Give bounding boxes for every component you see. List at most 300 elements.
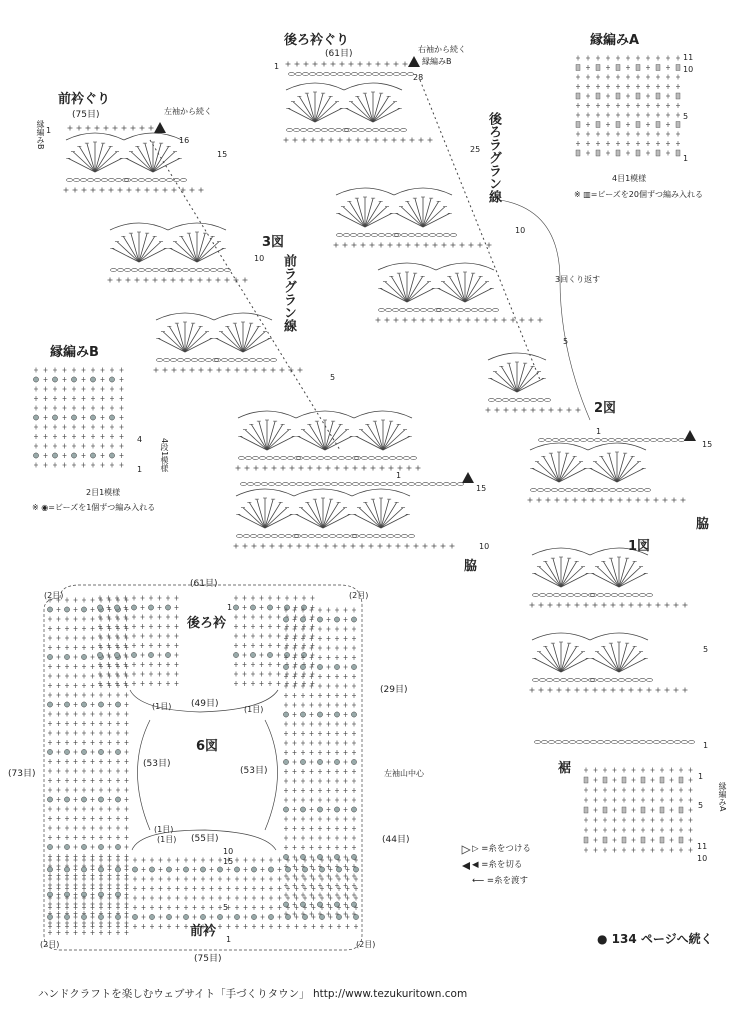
collar-stitch <box>283 807 288 812</box>
fig1-label: 1図 <box>628 539 651 554</box>
chain-stitch <box>116 178 122 181</box>
row-number: 10 <box>515 226 526 235</box>
cut-yarn-marker <box>462 472 474 483</box>
chain-stitch <box>374 534 380 537</box>
fan-stitch <box>553 558 561 587</box>
collar-stitch <box>250 652 255 657</box>
row-number: 1 <box>703 741 709 750</box>
fan-stitch <box>323 499 331 528</box>
fig6-corner: (2目) <box>349 591 369 600</box>
chain-stitch <box>679 438 685 441</box>
chain-stitch <box>239 456 245 459</box>
edging-b-stitch <box>90 377 95 382</box>
chain-stitch <box>619 593 625 596</box>
chain-stitch <box>538 488 544 491</box>
legend-attach-yarn: ▷ =糸をつける <box>472 844 531 854</box>
collar-stitch <box>200 914 205 919</box>
chain-stitch <box>409 534 415 537</box>
chain-stitch <box>630 438 636 441</box>
chain-stitch <box>332 456 338 459</box>
collar-stitch <box>300 759 305 764</box>
collar-stitch <box>336 867 341 872</box>
collar-stitch <box>64 867 69 872</box>
collar-stitch <box>114 652 119 657</box>
collar-stitch <box>132 867 137 872</box>
chain-stitch <box>102 178 108 181</box>
chain-stitch <box>160 178 166 181</box>
collar-stitch <box>284 652 289 657</box>
chain-stitch <box>540 678 546 681</box>
collar-stitch <box>300 807 305 812</box>
chain-stitch <box>510 398 516 401</box>
chain-stitch <box>672 438 678 441</box>
chain-stitch <box>407 308 413 311</box>
chain-stitch <box>139 178 145 181</box>
collar-stitch <box>183 867 188 872</box>
hem-stitch <box>603 807 607 813</box>
collar-stitch <box>334 617 339 622</box>
chain-stitch <box>346 456 352 459</box>
row-number: 15 <box>217 150 228 159</box>
chain-arch <box>532 633 590 640</box>
fig3-label: 3図 <box>262 235 285 250</box>
collar-stitch <box>47 914 52 919</box>
collar-stitch <box>351 664 356 669</box>
fan-stitch <box>307 93 315 122</box>
hem-stitch <box>603 837 607 843</box>
edging-b-stitch <box>90 415 95 420</box>
edging-b-stitch <box>109 377 114 382</box>
chain-arch <box>378 263 436 270</box>
collar-stitch <box>64 914 69 919</box>
fig6-corner: (2目) <box>356 940 376 949</box>
chain-arch <box>532 548 590 555</box>
edging-a-repeat: 4目1模様 <box>612 174 647 183</box>
chain-stitch <box>287 128 293 131</box>
legend-cut-yarn: ◀ =糸を切る <box>472 860 523 870</box>
edging-b-stitch <box>33 453 38 458</box>
collar-stitch <box>115 702 120 707</box>
chain-stitch <box>546 438 552 441</box>
chain-stitch <box>689 740 695 743</box>
chain-stitch <box>561 678 567 681</box>
fan-stitch <box>87 143 95 172</box>
chain-stitch <box>651 438 657 441</box>
chain-stitch <box>533 678 539 681</box>
chain-stitch <box>311 482 317 485</box>
chain-stitch <box>444 233 450 236</box>
chain-stitch <box>218 268 224 271</box>
chain-stitch <box>153 268 159 271</box>
chain-stitch <box>346 482 352 485</box>
side-seam-label-2: 脇 <box>696 517 710 532</box>
chain-stitch <box>633 678 639 681</box>
collar-stitch <box>283 617 288 622</box>
chain-stitch <box>304 482 310 485</box>
chain-stitch <box>374 482 380 485</box>
fan-stitch <box>609 453 617 482</box>
chain-stitch <box>581 438 587 441</box>
collar-stitch <box>47 867 52 872</box>
chain-stitch <box>401 128 407 131</box>
chain-stitch <box>617 488 623 491</box>
chain-stitch <box>430 482 436 485</box>
cut-yarn-marker <box>684 430 696 441</box>
row-number: 15 <box>702 440 713 449</box>
collar-stitch <box>317 617 322 622</box>
edging-b-row: 1 <box>137 465 143 474</box>
hem-stitch <box>641 807 645 813</box>
chain-stitch <box>250 358 256 361</box>
edging-a-stitch <box>676 65 680 71</box>
chain-stitch <box>559 488 565 491</box>
edging-a-stitch <box>596 65 600 71</box>
edging-a-stitch <box>636 65 640 71</box>
edging-a-stitch <box>656 122 660 128</box>
chain-stitch <box>74 178 80 181</box>
chain-stitch <box>236 358 242 361</box>
fan-stitch <box>265 499 273 528</box>
fan-stitch <box>145 143 153 172</box>
chain-stitch <box>595 438 601 441</box>
edging-a-note: ※ ▥=ビーズを20個ずつ編み入れる <box>574 190 703 199</box>
collar-stitch <box>334 759 339 764</box>
chain-stitch <box>222 358 228 361</box>
edging-a-stitch <box>636 93 640 99</box>
collar-stitch <box>319 867 324 872</box>
chain-stitch <box>181 178 187 181</box>
hem-stitch <box>584 837 588 843</box>
chain-stitch <box>272 534 278 537</box>
edging-b-title: 縁編みB <box>50 345 99 360</box>
chain-arch <box>294 489 352 496</box>
collar-stitch <box>131 652 136 657</box>
collar-stitch <box>351 617 356 622</box>
fan-stitch <box>365 198 373 227</box>
row-number: 15 <box>476 484 487 493</box>
chain-stitch <box>67 178 73 181</box>
chain-stitch <box>211 268 217 271</box>
fan-stitch <box>457 273 465 302</box>
fig6-one: (1目) <box>154 825 174 834</box>
collar-stitch <box>317 664 322 669</box>
chain-stitch <box>540 593 546 596</box>
chain-stitch <box>380 128 386 131</box>
chain-arch <box>436 263 494 270</box>
chain-stitch <box>109 178 115 181</box>
collar-stitch <box>334 712 339 717</box>
fan-stitch <box>315 93 323 122</box>
fig6-row: 5 <box>223 903 229 912</box>
chain-arch <box>110 223 168 230</box>
chain-stitch <box>539 438 545 441</box>
hem-stitch <box>660 807 664 813</box>
chain-stitch <box>157 358 163 361</box>
chain-arch <box>488 353 546 360</box>
collar-stitch <box>81 607 86 612</box>
chain-stitch <box>598 678 604 681</box>
chain-stitch <box>95 178 101 181</box>
chain-stitch <box>294 128 300 131</box>
chain-arch <box>168 223 226 230</box>
chain-stitch <box>658 438 664 441</box>
chain-stitch <box>503 398 509 401</box>
fan-stitch <box>559 453 567 482</box>
fan-stitch <box>185 323 193 352</box>
chain-stitch <box>626 740 632 743</box>
collar-stitch <box>64 797 69 802</box>
chain-stitch <box>661 740 667 743</box>
row-number: 25 <box>470 145 481 154</box>
collar-stitch <box>64 844 69 849</box>
fan-stitch <box>177 323 185 352</box>
fig6-one: (1目) <box>152 702 172 711</box>
chain-stitch <box>304 456 310 459</box>
collar-stitch <box>47 749 52 754</box>
collar-stitch <box>148 605 153 610</box>
edging-a-stitch <box>576 93 580 99</box>
legend-carry-yarn: ⟵ =糸を渡す <box>472 876 529 886</box>
chain-stitch <box>549 740 555 743</box>
collar-stitch <box>98 914 103 919</box>
chain-arch <box>354 411 412 418</box>
chain-stitch <box>153 178 159 181</box>
chain-stitch <box>118 268 124 271</box>
fan-stitch <box>139 233 147 262</box>
fan-stitch <box>153 143 161 172</box>
collar-stitch <box>81 654 86 659</box>
chain-stitch <box>132 268 138 271</box>
chain-stitch <box>388 534 394 537</box>
chain-stitch <box>367 482 373 485</box>
chain-stitch <box>626 593 632 596</box>
collar-stitch <box>250 605 255 610</box>
fan-stitch <box>381 499 389 528</box>
chain-stitch <box>345 72 351 75</box>
chain-stitch <box>366 72 372 75</box>
edging-a-row: 11 <box>683 53 694 62</box>
fan-stitch <box>517 363 525 392</box>
chain-stitch <box>619 740 625 743</box>
chain-stitch <box>337 233 343 236</box>
chain-stitch <box>171 358 177 361</box>
chain-stitch <box>619 678 625 681</box>
chain-stitch <box>423 482 429 485</box>
chain-stitch <box>573 488 579 491</box>
chain-stitch <box>301 128 307 131</box>
chain-stitch <box>290 482 296 485</box>
edging-b-ref-left: 縁編みB <box>36 120 45 150</box>
fan-stitch <box>611 643 619 672</box>
collar-stitch <box>131 605 136 610</box>
collar-stitch <box>267 605 272 610</box>
collar-stitch <box>284 605 289 610</box>
chain-stitch <box>547 593 553 596</box>
fig6-one: (1目) <box>157 835 177 844</box>
front-neckline-title: 前衿ぐり <box>58 92 111 107</box>
collar-stitch <box>64 607 69 612</box>
collar-stitch <box>148 652 153 657</box>
chain-stitch <box>183 268 189 271</box>
chain-stitch <box>176 268 182 271</box>
edging-b-ref-right: 縁編みB <box>422 57 452 66</box>
chain-stitch <box>380 72 386 75</box>
chain-stitch <box>411 456 417 459</box>
edging-a-stitch <box>656 150 660 156</box>
fan-stitch <box>259 421 267 450</box>
chain-stitch <box>538 398 544 401</box>
collar-stitch <box>64 654 69 659</box>
hem-stitch <box>660 777 664 783</box>
fan-stitch <box>551 453 559 482</box>
chain-stitch <box>197 268 203 271</box>
chain-stitch <box>489 398 495 401</box>
chain-stitch <box>164 358 170 361</box>
chain-stitch <box>366 128 372 131</box>
collar-stitch <box>302 914 307 919</box>
chain-stitch <box>262 482 268 485</box>
chain-stitch <box>369 456 375 459</box>
back-raglan-line: 後ろラグラン線 <box>486 112 501 203</box>
chain-stitch <box>132 178 138 181</box>
chain-stitch <box>310 72 316 75</box>
chain-stitch <box>631 488 637 491</box>
edging-b-stitch <box>52 377 57 382</box>
chain-stitch <box>451 482 457 485</box>
chain-stitch <box>264 358 270 361</box>
hem-stitch <box>584 807 588 813</box>
collar-stitch <box>64 749 69 754</box>
collar-stitch <box>97 605 102 610</box>
collar-stitch <box>283 712 288 717</box>
chain-stitch <box>605 678 611 681</box>
chain-stitch <box>428 308 434 311</box>
chain-stitch <box>323 534 329 537</box>
collar-stitch <box>267 652 272 657</box>
fan-stitch <box>561 643 569 672</box>
chain-stitch <box>561 593 567 596</box>
chain-stitch <box>645 488 651 491</box>
chain-stitch <box>373 128 379 131</box>
chain-stitch <box>416 482 422 485</box>
collar-outline <box>44 585 362 950</box>
chain-stitch <box>344 233 350 236</box>
chain-stitch <box>365 233 371 236</box>
collar-stitch <box>81 702 86 707</box>
chain-stitch <box>404 456 410 459</box>
chain-stitch <box>257 358 263 361</box>
chain-arch <box>352 489 410 496</box>
chain-stitch <box>531 398 537 401</box>
fan-stitch <box>375 421 383 450</box>
chain-stitch <box>584 740 590 743</box>
chain-stitch <box>281 456 287 459</box>
chain-stitch <box>372 233 378 236</box>
chain-stitch <box>258 534 264 537</box>
edging-a-stitch <box>576 122 580 128</box>
chain-stitch <box>444 482 450 485</box>
cut-yarn-marker <box>408 56 420 67</box>
chain-stitch <box>336 128 342 131</box>
collar-stitch <box>149 914 154 919</box>
chain-stitch <box>402 482 408 485</box>
chain-stitch <box>286 534 292 537</box>
fan-stitch <box>197 233 205 262</box>
row-number: 10 <box>254 254 265 263</box>
edging-b-stitch <box>33 377 38 382</box>
continue-from-left-sleeve: 左袖から続く <box>164 107 212 116</box>
hem-stitch <box>641 777 645 783</box>
hem-label: 裾 <box>558 761 572 776</box>
back-collar-label: 後ろ衿 <box>187 616 227 631</box>
chain-stitch <box>591 740 597 743</box>
left-sleeve-top-center: 左袖山中心 <box>384 769 424 778</box>
cut-yarn-icon <box>462 862 470 870</box>
chain-stitch <box>81 178 87 181</box>
continue-from-right-sleeve: 右袖から続く <box>418 45 466 54</box>
collar-stitch <box>98 749 103 754</box>
chain-stitch <box>610 488 616 491</box>
chain-stitch <box>582 678 588 681</box>
chain-stitch <box>395 534 401 537</box>
fig6-count-right-top: (29目) <box>380 685 408 695</box>
front-raglan-line: 前ラグラン線 <box>281 254 296 332</box>
collar-stitch <box>300 617 305 622</box>
cut-yarn-marker <box>154 122 166 133</box>
chain-stitch <box>575 593 581 596</box>
collar-stitch <box>353 914 358 919</box>
chain-stitch <box>387 128 393 131</box>
chain-stitch <box>288 456 294 459</box>
collar-stitch <box>285 867 290 872</box>
chain-stitch <box>381 534 387 537</box>
chain-stitch <box>248 482 254 485</box>
chain-stitch <box>567 438 573 441</box>
chain-stitch <box>547 678 553 681</box>
chain-stitch <box>289 72 295 75</box>
chain-arch <box>296 411 354 418</box>
chain-stitch <box>204 268 210 271</box>
chain-stitch <box>416 233 422 236</box>
collar-stitch <box>81 844 86 849</box>
chain-stitch <box>554 678 560 681</box>
chain-stitch <box>337 534 343 537</box>
chain-stitch <box>318 456 324 459</box>
back-neckline-title: 後ろ衿ぐり <box>284 33 350 48</box>
chain-stitch <box>563 740 569 743</box>
hem-stitch <box>603 777 607 783</box>
chain-stitch <box>185 358 191 361</box>
chain-stitch <box>633 593 639 596</box>
collar-stitch <box>336 914 341 919</box>
chain-stitch <box>647 678 653 681</box>
fan-stitch <box>509 363 517 392</box>
chain-stitch <box>647 593 653 596</box>
row-number: 5 <box>698 801 704 810</box>
chain-stitch <box>609 438 615 441</box>
collar-stitch <box>300 712 305 717</box>
chain-stitch <box>274 456 280 459</box>
chain-stitch <box>647 740 653 743</box>
chain-stitch <box>624 488 630 491</box>
collar-stitch <box>251 867 256 872</box>
chain-stitch <box>359 128 365 131</box>
continued-on-page-134: ● 134 ページへ続く <box>597 932 713 946</box>
fig6-count-mid-top: (49目) <box>191 699 219 709</box>
chain-stitch <box>612 593 618 596</box>
chain-stitch <box>465 308 471 311</box>
collar-stitch <box>234 867 239 872</box>
